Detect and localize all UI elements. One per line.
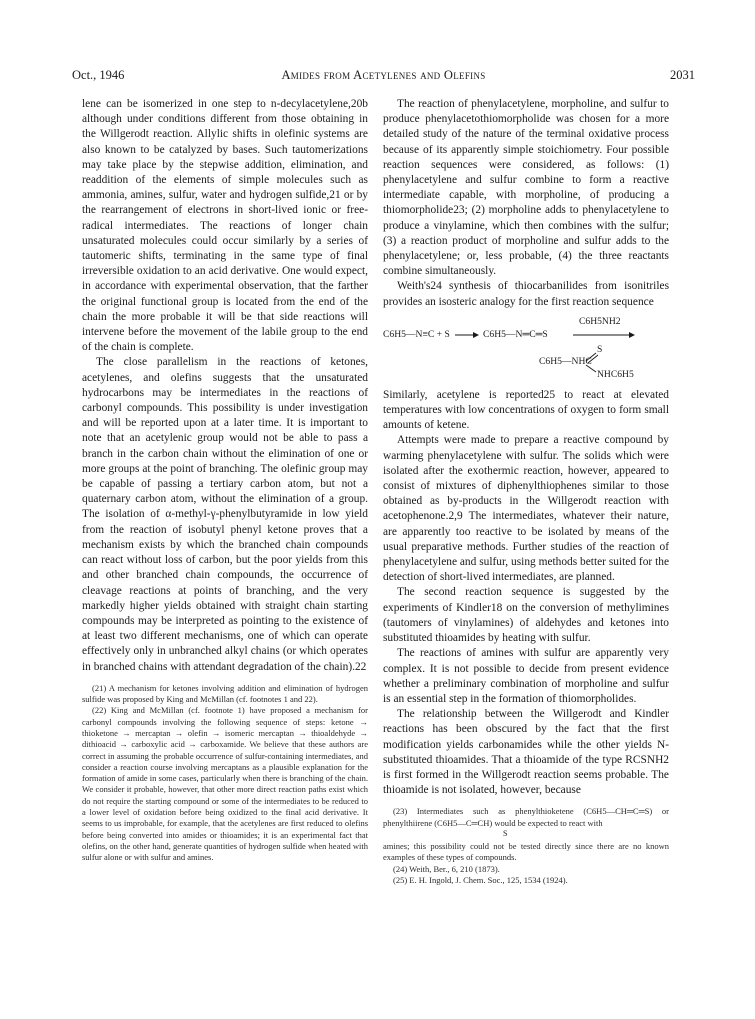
- scheme-product-amine: NHC6H5: [597, 368, 634, 380]
- left-column: [82, 97, 368, 863]
- page-number: 2031: [670, 68, 695, 82]
- body-paragraph: Weith's24 synthesis of thiocarbanilides from isonitriles provides an isosteric analogy for the first reaction sequence: [383, 280, 669, 308]
- body-paragraph: The reaction of phenylacetylene, morpholine, and sulfur to produce phenylacetothiomorpholide was chosen for a more detailed study of the nature of the terminal oxidative process because of its apparently simple stoichiometry. Four possible reaction sequences were considered, as follows: (1) phenylacetylene and sulfur combine to form a reactive intermediate capable, with morpholine, of producing a thiomorpholide23; (2) morpholine adds to phenylacetylene to produce a vinylamine, which then combines with the sulfur; (3) a reaction product of morpholine and sulfur adds to the phenylacetylene; or, less probable, (4) the three reactants combine simultaneously.: [383, 98, 669, 278]
- footnote-22: (22) King and McMillan (cf. footnote 1) have proposed a mechanism for carbonyl compounds involving the following sequence of steps: ketone → thioketone → mercaptan → olefin → isomeric mercaptan → thioaldehyde → dithioacid → carboxylic acid → carboxamide. We believe that these authors are correct in assuming the probable occurrence of sulfur-containing intermediates, and consider a reaction course involving mercaptans as a plausible explanation for the formation of amide in some cases, particularly when there is branching of the chain. We consider it probable, however, that other more direct reaction paths exist which do not require the starting compound or some of the intermediates to be reduced to a lower level of oxidation before being oxidized to the final acid derivative. It seems to us improbable, for example, that the acetylenes are first reduced to olefins before being converted into amides or thioamides; it is an experimental fact that olefins, on the other hand, generate quantities of hydrogen sulfide when heated with sulfur alone or with sulfur and amines.: [82, 705, 368, 863]
- issue-date: Oct., 1946: [72, 68, 125, 82]
- footnote-25: (25) E. H. Ingold, J. Chem. Soc., 125, 1534 (1924).: [393, 874, 568, 885]
- body-paragraph: lene can be isomerized in one step to n-decylacetylene,20b although under conditions different from those obtaining in the Willgerodt reaction. Allylic shifts in olefinic systems are also known to be catalyzed by bases. Such tautomerizations may take place by the stepwise addition, elimination, and readdition of the elements of simple molecules such as ammonia, amines, sulfur, water and hydrogen sulfide,21 or by the rearrangement of electrons in short-lived ionic or free-radical intermediates. The reactions of longer chain unsaturated molecules could occur similarly by a series of tautomeric shifts, terminating in the same type of final irreversible oxidation to an acid derivative. One would expect, in accordance with experimental observation, that the farther the original functional group is located from the end of the chain the more probable it will be that side reactions will intervene before the movement of the labile group to the end of the chain is complete.: [82, 98, 368, 354]
- scheme-product: C6H5—NHC: [539, 355, 592, 367]
- body-paragraph: The reactions of amines with sulfur are apparently very complex. It is not possible to decide from present evidence whether a preliminary combination of morpholine and sulfur is an essential step in the formation of thiomorpholides.: [383, 647, 669, 705]
- body-paragraph: The second reaction sequence is suggested by the experiments of Kindler18 on the conversion of methylimines (tautomers of vinylamines) of aldehydes and ketones into substituted thioamides by heating with sulfur.: [383, 586, 669, 645]
- scheme-reagent: C6H5NH2: [579, 315, 621, 327]
- running-title: Amides from Acetylenes and Olefins: [281, 68, 486, 82]
- scheme-product-sulfur: S: [597, 343, 603, 355]
- thiirene-sulfur-label: S: [503, 828, 508, 838]
- body-paragraph: Similarly, acetylene is reported25 to react at elevated temperatures with low concentrations of oxygen to form small amounts of ketene.: [383, 388, 669, 432]
- footnote-24: (24) Weith, Ber., 6, 210 (1873).: [393, 863, 500, 874]
- scheme-reactants: C6H5—N≡C + S: [383, 328, 450, 340]
- footnote-23-structure: [383, 829, 669, 841]
- reaction-scheme: [383, 314, 669, 382]
- scheme-intermediate: C6H5—N═C═S: [483, 328, 548, 340]
- right-column: [383, 97, 669, 886]
- footnote-23: (23) Intermediates such as phenylthioketene (C6H5—CH═C═S) or phenylthiirene (C6H5—C═CH) would be expected to react with: [383, 806, 669, 828]
- page-header: [72, 68, 695, 84]
- body-paragraph: The close parallelism in the reactions of ketones, acetylenes, and olefins suggests that the unsaturated hydrocarbons may be intermediates in the reactions of carbonyl compounds. This possibility is under investigation and will be reported upon at a later time. It is important to note that an acetylenic group would not be able to pass a branch in the carbon chain without the elimination of one or more groups at the point of branching. The olefinic group may be capable of passing a tertiary carbon atom, but not a quaternary carbon atom, without the elimination of a group. The isolation of α-methyl-γ-phenylbutyramide in low yield from the reaction of isobutyl phenyl ketone proves that a mechanism exists by which the branched chain compounds can react without loss of carbon, but the poor yields from this and other branched chain compounds, the occurrence of cleavage reactions at points of branching, and the very markedly higher yields obtained with straight chain starting compounds may be interpreted as pointing to the existence of at least two different mechanisms, one of which can operate effectively only in unbranched alkyl chains (or which operates in branched chains with attendant degradation of the chain).22: [82, 356, 368, 673]
- body-paragraph: Attempts were made to prepare a reactive compound by warming phenylacetylene with sulfur. The solids which were isolated after the exothermic reaction, however, appeared to consist of mixtures of diphenylthiophenes similar to those obtained as by-products in the Willgerodt reaction with acetophenone.2,9 The intermediates, whatever their nature, are apparently too reactive to be isolated by means of the usual preparative methods. Further studies of the reaction of phenylacetylene and sulfur, using methods better suited for the detection of short-lived intermediates, are planned.: [383, 434, 669, 584]
- body-paragraph: The relationship between the Willgerodt and Kindler reactions has been obscured by the fact that the first modification yields carbonamides while the other yields N-substituted thioamides. That a thioamide of the type RCSNH2 is first formed in the Willgerodt reaction seems probable. The thioamide is not isolated, however, because: [383, 708, 669, 797]
- footnote-21: (21) A mechanism for ketones involving addition and elimination of hydrogen sulfide was proposed by King and McMillan (cf. footnotes 1 and 22).: [82, 682, 368, 705]
- footnote-23-cont: amines; this possibility could not be tested directly since there are no known examples of these types of compounds.: [383, 840, 669, 863]
